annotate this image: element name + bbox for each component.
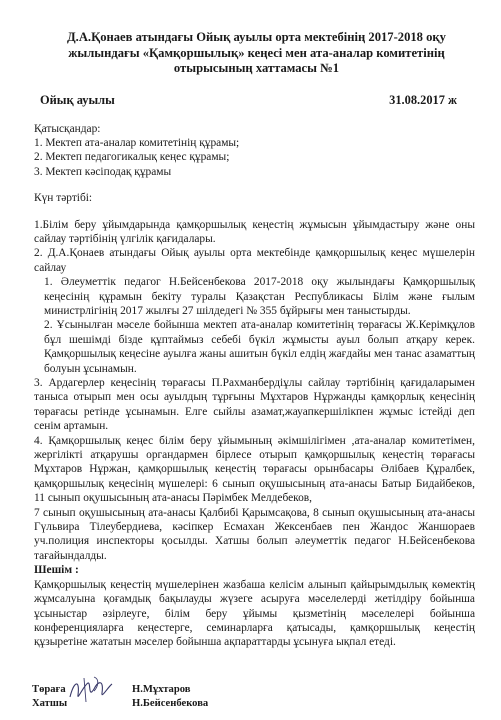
attendee-item: 1. Мектеп ата-аналар комитетінің құрамы; — [34, 136, 240, 149]
signature-block — [32, 683, 208, 711]
title-line-1: Д.А.Қонаев атындағы Ойық ауылы орта мектебінің 2017-2018 оқу — [67, 30, 446, 44]
document-title — [38, 30, 475, 77]
signature-role: Хатшы — [32, 698, 68, 709]
title-line-3: отырысының хаттамасы №1 — [173, 61, 340, 75]
place: Ойық ауылы — [40, 92, 115, 107]
document-body — [34, 122, 475, 650]
signature-name: Н.Мұхтаров — [132, 684, 191, 695]
attendee-item: 3. Мектеп кәсіподақ құрамы — [34, 165, 172, 178]
title-line-2: жылындағы «Қамқоршылық» кеңесі мен ата-аналар комитетінің — [68, 45, 445, 60]
signature-role: Төраға — [32, 684, 66, 695]
paragraph-1: 1. Әлеуметтік педагог Н.Бейсенбекова 2017-2018 оқу жылындағы Қамқоршылық кеңесінің құрамын бекіту туралы Қазақстан Республикасы Білім және ғылым министрлігінің 2017 жылғы 27 шілдедегі № 355 бұйрығы мен таныстырды. — [44, 276, 475, 317]
attendee-item: 2. Мектеп педагогикалық кеңес құрамы; — [34, 151, 230, 164]
agenda-heading: Күн тәртібі: — [34, 192, 93, 205]
attendees-heading: Қатысқандар: — [34, 122, 101, 135]
date: 31.08.2017 ж — [389, 92, 457, 107]
decision-text: Қамқоршылық кеңестің мүшелерінен жазбаша келісім алынып қайырымдылық көмектің жұмсалуына қоғамдық бақылауды жүзеге асыруға мәселелерді жетілдіру бойынша ұсыныстар әзірлеуге, білім беру ұйымы қызметінің мәселелері бойынша конференцияларға кеңестерге, семинарларға қатысады, қамқоршылық кеңестің құзыретіне жататын мәселер бойынша ақпараттарды ұсынуға ықпал етеді. — [34, 578, 475, 649]
agenda-item: 2. Д.А.Қонаев атындағы Ойық ауылы орта мектебінде қамқоршылық кеңес мүшелерін сайлау — [34, 247, 475, 274]
place-date-row — [30, 93, 475, 108]
signature-row — [32, 683, 208, 697]
paragraph-5: 7 сынып оқушысының ата-анасы Қалбибі Қарымсақова, 8 сынып оқушысының ата-анасы Гүльвира Тілеубердиева, кәсіпкер Есмахан Жексенбаев пен Жандос Жаншораев уч.полиция инспекторы қосылды. Хатшы болып әлеуметтік педагог Н.Бейсенбекова тағайындалды. — [34, 506, 475, 562]
signature-name: Н.Бейсенбекова — [132, 698, 209, 709]
signature-row — [32, 697, 208, 711]
paragraph-3: 3. Ардагерлер кеңесінің төрағасы П.Рахманбердіұлы сайлау тәртібінің қағидаларымен таныса отырып мен осы ауылдың тұрғыны Мұхтаров Нұржанды қамқорлық кеңесінің төрағасы ретінде ұсынамын. Елге сыйлы азамат,жауапкершілікпен жұмыс істейді деп сенім артамын. — [34, 377, 475, 433]
paragraph-2: 2. Ұсынылған мәселе бойынша мектеп ата-аналар комитетінің төрағасы Ж.Керімқұлов бұл шешімді бізде құптаймыз себебі бүкіл жұмысты ауыл болып атқару керек. Қамқоршылық кеңесіне ауылға жаны ашитын бүкіл елдің жағдайы мен танас азаматтың болуын ұсынамын. — [44, 319, 475, 375]
decision-heading: Шешім : — [34, 564, 79, 577]
paragraph-4: 4. Қамқоршылық кеңес білім беру ұйымының әкімшілігімен ,ата-аналар комитетімен, жергілікті атқарушы органдармен бірлесе отырып қамқоршылық кеңестің төрағасы Мұхтаров Нұржан, қамқоршылық кеңестің төрағасы орынбасары Әлібаев Құралбек, қамқоршылық кеңесінің мүшелері: 6 сынып оқушысының ата-анасы Батыр Бидайбеков, 11 сынып оқушысының ата-анасы Пәрімбек Мелдебеков, — [34, 434, 475, 505]
agenda-item: 1.Білім беру ұйымдарында қамқоршылық кеңестің жұмысын ұйымдастыру және оны сайлау тәртібінің үлгілік қағидалары. — [34, 218, 475, 245]
